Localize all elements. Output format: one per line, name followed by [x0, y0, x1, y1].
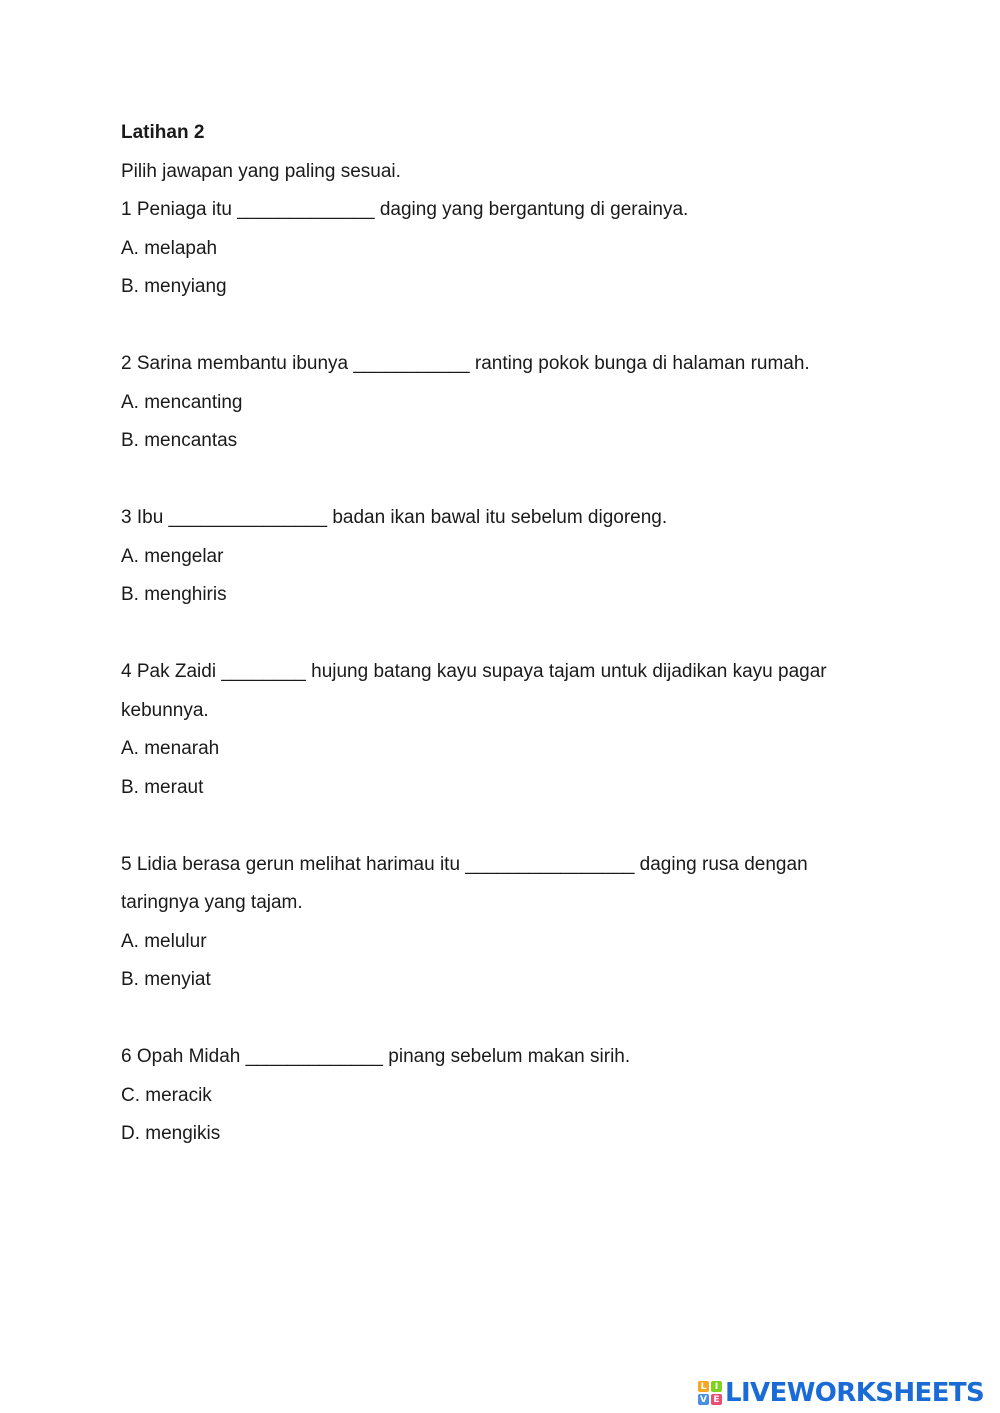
- option-a[interactable]: A. mencanting: [121, 391, 243, 413]
- logo-letter-l: L: [698, 1381, 709, 1392]
- question-1: [121, 191, 901, 307]
- question-text: 2 Sarina membantu ibunya ___________ ranting pokok bunga di halaman rumah.: [121, 353, 810, 374]
- question-text: 3 Ibu _______________ badan ikan bawal itu sebelum digoreng.: [121, 507, 668, 528]
- brand-name: LIVEWORKSHEETS: [725, 1378, 985, 1408]
- question-text: 6 Opah Midah _____________ pinang sebelum makan sirih.: [121, 1046, 631, 1067]
- spacer: [121, 807, 901, 846]
- option-d[interactable]: D. mengikis: [121, 1123, 221, 1144]
- option-b[interactable]: B. meraut: [121, 776, 204, 798]
- worksheet: [121, 114, 901, 1154]
- option-a[interactable]: A. mengelar: [121, 545, 224, 567]
- spacer: [121, 307, 901, 346]
- logo-icon: [698, 1381, 722, 1405]
- option-b[interactable]: B. menghiris: [121, 584, 227, 605]
- option-a[interactable]: A. melulur: [121, 930, 207, 952]
- logo-letter-i: I: [711, 1381, 722, 1392]
- worksheet-title: Latihan 2: [121, 122, 205, 143]
- spacer: [121, 1000, 901, 1039]
- option-a[interactable]: A. menarah: [121, 738, 220, 759]
- question-4: [121, 653, 901, 807]
- option-b[interactable]: B. mencantas: [121, 430, 238, 451]
- question-text: 5 Lidia berasa gerun melihat harimau itu ________________ daging rusa dengan: [121, 853, 808, 875]
- question-text-continued: taringnya yang tajam.: [121, 892, 303, 913]
- instruction: Pilih jawapan yang paling sesuai.: [121, 160, 401, 182]
- spacer: [121, 615, 901, 654]
- question-3: [121, 499, 901, 615]
- option-b[interactable]: B. menyiat: [121, 969, 211, 990]
- question-text-continued: kebunnya.: [121, 699, 209, 721]
- question-6: [121, 1038, 901, 1154]
- logo-letter-e: E: [711, 1394, 722, 1405]
- option-b[interactable]: B. menyiang: [121, 276, 227, 297]
- question-text: 1 Peniaga itu _____________ daging yang bergantung di gerainya.: [121, 199, 689, 220]
- liveworksheets-logo: [698, 1379, 984, 1407]
- option-a[interactable]: A. melapah: [121, 237, 218, 259]
- question-text: 4 Pak Zaidi ________ hujung batang kayu supaya tajam untuk dijadikan kayu pagar: [121, 661, 827, 682]
- option-c[interactable]: C. meracik: [121, 1084, 212, 1106]
- logo-letter-v: V: [698, 1394, 709, 1405]
- spacer: [121, 461, 901, 500]
- question-5: [121, 846, 901, 1000]
- question-2: [121, 345, 901, 461]
